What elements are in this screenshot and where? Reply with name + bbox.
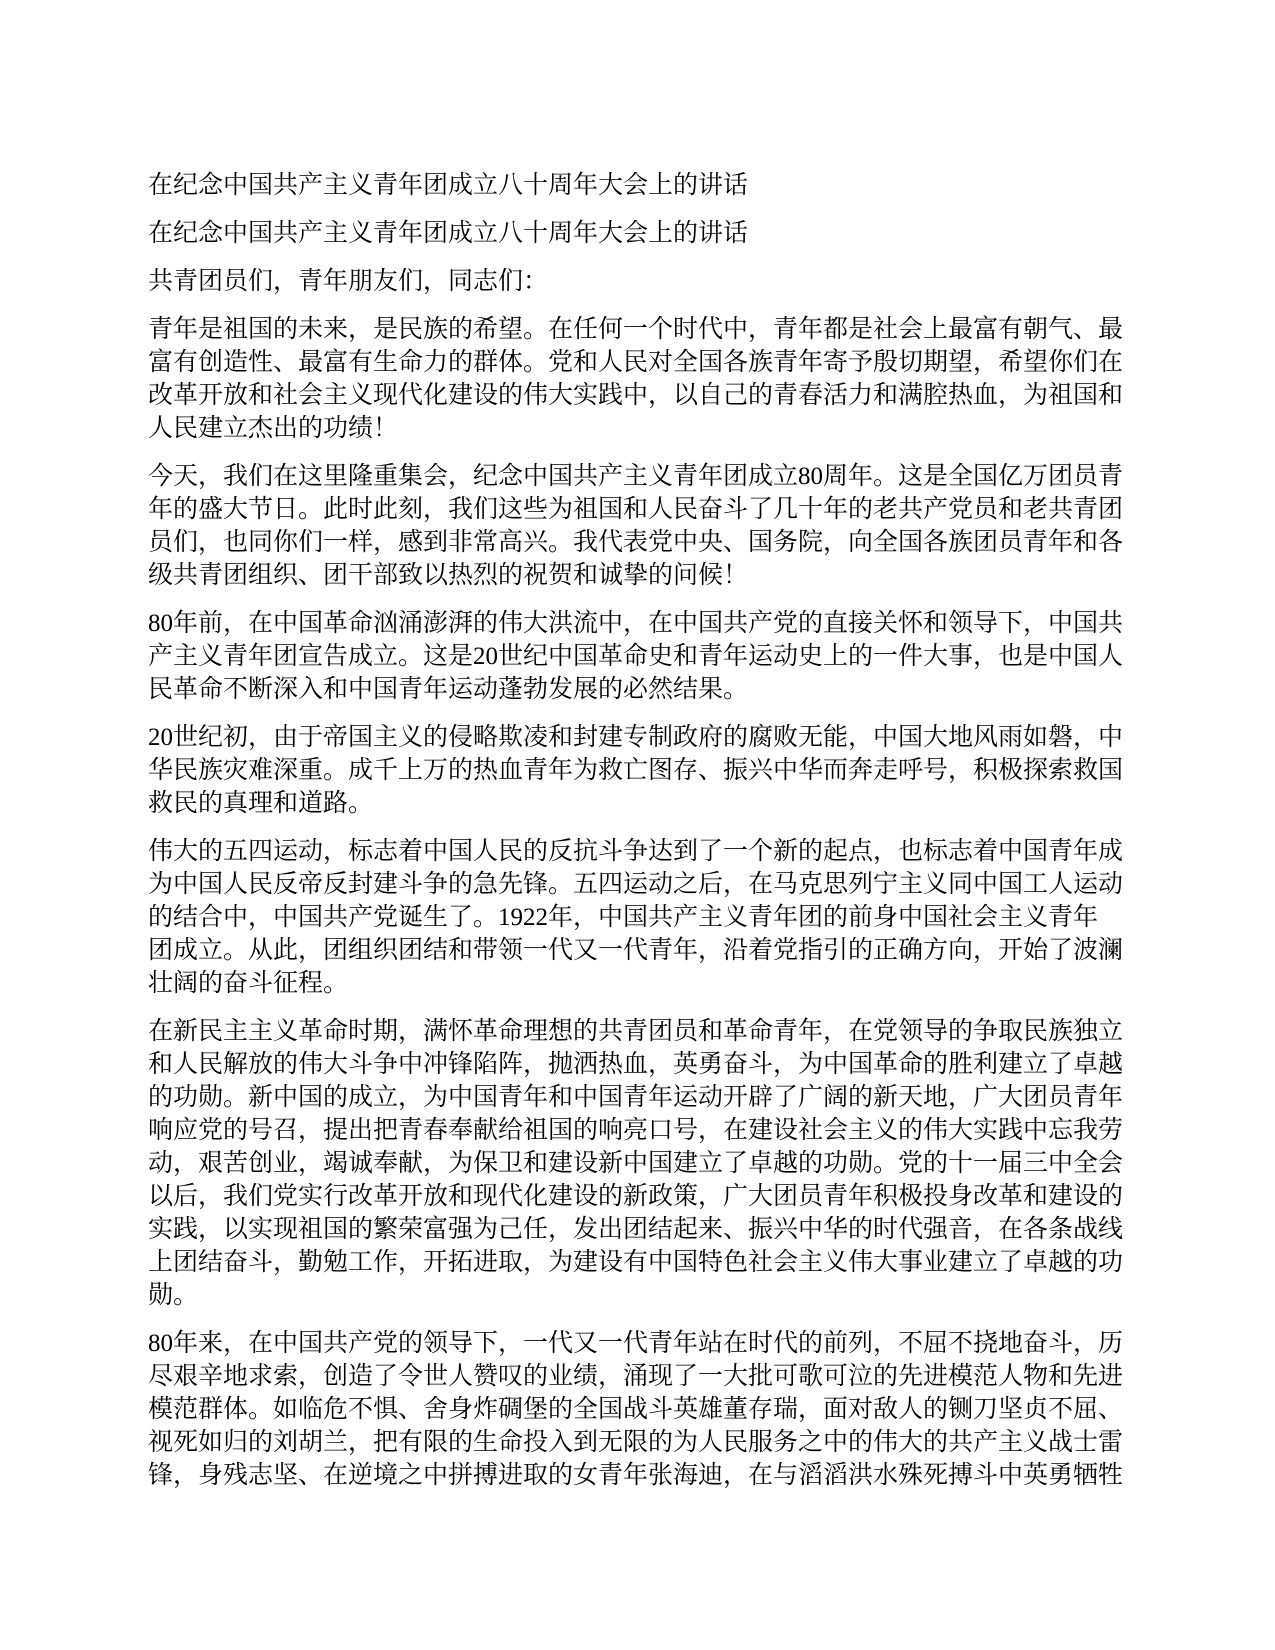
text-line: 动，艰苦创业，竭诚奉献，为保卫和建设新中国建立了卓越的功勋。党的十一届三中全会 (148, 1150, 1124, 1177)
text-line: 为中国人民反帝反封建斗争的急先锋。五四运动之后，在马克思列宁主义同中国工人运动 (148, 871, 1124, 898)
text-line: 员们，也同你们一样，感到非常高兴。我代表党中央、国务院，向全国各族团员青年和各 (148, 529, 1124, 556)
text-line: 今天，我们在这里隆重集会，纪念中国共产主义青年团成立80周年。这是全国亿万团员青 (148, 463, 1124, 490)
text-line: 80年来，在中国共产党的领导下，一代又一代青年站在时代的前列，不屈不挠地奋斗，历 (148, 1330, 1124, 1357)
text-line: 级共青团组织、团干部致以热烈的祝贺和诚挚的问候！ (148, 562, 749, 589)
text-line: 伟大的五四运动，标志着中国人民的反抗斗争达到了一个新的起点，也标志着中国青年成 (148, 838, 1124, 865)
document-body (148, 169, 1127, 1492)
text-line: 80年前，在中国革命汹涌澎湃的伟大洪流中，在中国共产党的直接关怀和领导下，中国共 (148, 610, 1124, 637)
text-line: 壮阔的奋斗征程。 (148, 970, 349, 997)
text-line: 在纪念中国共产主义青年团成立八十周年大会上的讲话 (148, 220, 749, 247)
text-line: 人民建立杰出的功绩！ (148, 415, 399, 442)
text-line: 共青团员们，青年朋友们，同志们： (148, 268, 549, 295)
document-title (148, 217, 1127, 250)
text-line: 以后，我们党实行改革开放和现代化建设的新政策，广大团员青年积极投身改革和建设的 (148, 1183, 1124, 1210)
paragraph (148, 313, 1127, 445)
text-line: 视死如归的刘胡兰，把有限的生命投入到无限的为人民服务之中的伟大的共产主义战士雷 (148, 1429, 1124, 1456)
text-line: 民革命不断深入和中国青年运动蓬勃发展的必然结果。 (148, 676, 749, 703)
text-line: 20世纪初，由于帝国主义的侵略欺凌和封建专制政府的腐败无能，中国大地风雨如磐，中 (148, 724, 1124, 751)
text-line: 响应党的号召，提出把青春奉献给祖国的响亮口号，在建设社会主义的伟大实践中忘我劳 (148, 1117, 1124, 1144)
text-line: 的结合中，中国共产党诞生了。1922年，中国共产主义青年团的前身中国社会主义青年 (148, 904, 1099, 931)
paragraph (148, 835, 1127, 1000)
document-title (148, 169, 1127, 202)
text-line: 在新民主主义革命时期，满怀革命理想的共青团员和革命青年，在党领导的争取民族独立 (148, 1018, 1124, 1045)
text-line: 锋，身残志坚、在逆境之中拼搏进取的女青年张海迪，在与滔滔洪水殊死搏斗中英勇牺牲 (148, 1462, 1124, 1489)
paragraph (148, 1327, 1127, 1492)
text-line: 产主义青年团宣告成立。这是20世纪中国革命史和青年运动史上的一件大事，也是中国人 (148, 643, 1124, 670)
text-line: 模范群体。如临危不惧、舍身炸碉堡的全国战斗英雄董存瑞，面对敌人的铡刀坚贞不屈、 (148, 1396, 1124, 1423)
text-line: 实践，以实现祖国的繁荣富强为己任，发出团结起来、振兴中华的时代强音，在各条战线 (148, 1216, 1124, 1243)
text-line: 华民族灾难深重。成千上万的热血青年为救亡图存、振兴中华而奔走呼号，积极探索救国 (148, 757, 1124, 784)
text-line: 尽艰辛地求索，创造了令世人赞叹的业绩，涌现了一大批可歌可泣的先进模范人物和先进 (148, 1363, 1124, 1390)
paragraph (148, 607, 1127, 706)
paragraph (148, 1015, 1127, 1312)
text-line: 年的盛大节日。此时此刻，我们这些为祖国和人民奋斗了几十年的老共产党员和老共青团 (148, 496, 1124, 523)
paragraph (148, 460, 1127, 592)
text-line: 上团结奋斗，勤勉工作，开拓进取，为建设有中国特色社会主义伟大事业建立了卓越的功 (148, 1249, 1124, 1276)
text-line: 和人民解放的伟大斗争中冲锋陷阵，抛洒热血，英勇奋斗，为中国革命的胜利建立了卓越 (148, 1051, 1124, 1078)
text-line: 青年是祖国的未来，是民族的希望。在任何一个时代中，青年都是社会上最富有朝气、最 (148, 316, 1124, 343)
text-line: 勋。 (148, 1282, 199, 1309)
text-line: 的功勋。新中国的成立，为中国青年和中国青年运动开辟了广阔的新天地，广大团员青年 (148, 1084, 1124, 1111)
text-line: 富有创造性、最富有生命力的群体。党和人民对全国各族青年寄予殷切期望，希望你们在 (148, 349, 1124, 376)
text-line: 救民的真理和道路。 (148, 790, 374, 817)
text-line: 团成立。从此，团组织团结和带领一代又一代青年，沿着党指引的正确方向，开始了波澜 (148, 937, 1124, 964)
paragraph (148, 721, 1127, 820)
text-line: 改革开放和社会主义现代化建设的伟大实践中，以自己的青春活力和满腔热血，为祖国和 (148, 382, 1124, 409)
salutation-line (148, 265, 1127, 298)
text-line: 在纪念中国共产主义青年团成立八十周年大会上的讲话 (148, 172, 749, 199)
